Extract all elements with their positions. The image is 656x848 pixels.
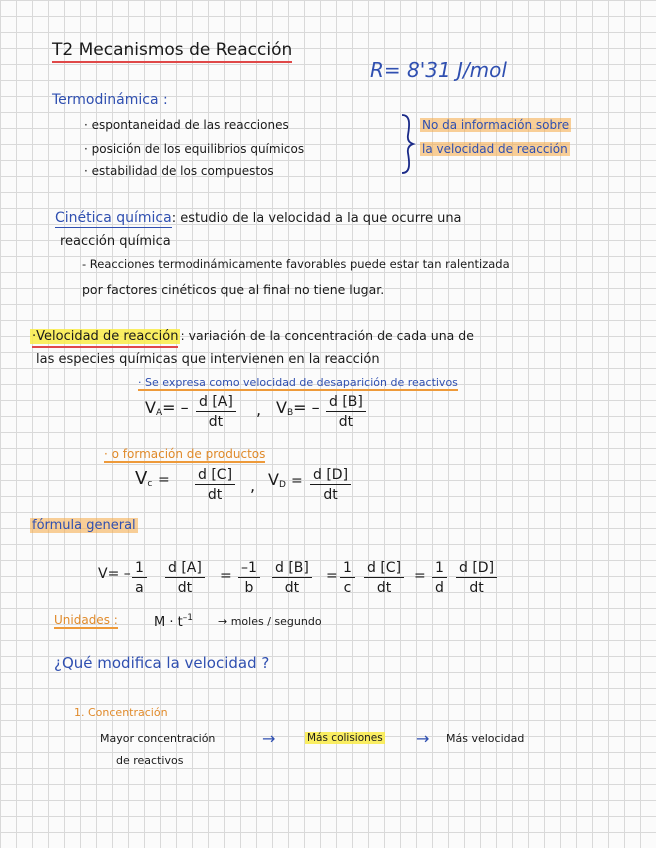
formula-eq-1: = xyxy=(220,568,232,584)
concentracion-middle: Más colisiones xyxy=(307,732,383,744)
formula-dC-den: dt xyxy=(376,580,392,596)
velocidad-definition-1: : variación de la concentración de cada una de xyxy=(180,328,474,343)
formula-v-eq: V= – xyxy=(98,566,131,582)
arrow-right-icon-2: → xyxy=(416,729,430,748)
formula-frac-b xyxy=(238,561,260,595)
termodinamica-item-2: · posición de los equilibrios químicos xyxy=(84,142,305,156)
va-label xyxy=(145,400,189,418)
vd-equals: = xyxy=(290,473,303,489)
vc-denominator: dt xyxy=(207,487,223,503)
formula-frac-d xyxy=(432,561,447,595)
question-heading: ¿Qué modifica la velocidad ? xyxy=(54,654,270,672)
formula-a-den: a xyxy=(135,580,144,596)
velocidad-heading-text: ·Velocidad de reacción xyxy=(32,329,178,348)
cinetica-bullet-1: - Reacciones termodinámicamente favorables puede estar tan ralentizada xyxy=(82,257,510,271)
unidades-value xyxy=(154,614,193,629)
vb-denominator: dt xyxy=(338,414,354,430)
velocidad-line1 xyxy=(30,330,474,343)
formula-dD-den: dt xyxy=(469,580,484,596)
cinetica-definition-1: : estudio de la velocidad a la que ocurre una xyxy=(171,211,462,226)
formula-frac-dD xyxy=(456,561,497,595)
termodinamica-heading: Termodinámica : xyxy=(52,92,168,108)
formula-frac-dB xyxy=(272,561,312,595)
vb-numerator: d [B] xyxy=(326,395,366,412)
va-numerator: d [A] xyxy=(196,395,236,412)
vd-fraction xyxy=(310,468,351,502)
page-title: T2 Mecanismos de Reacción xyxy=(52,42,292,63)
reactivos-label: · Se expresa como velocidad de desaparición de reactivos xyxy=(138,376,458,389)
vc-label xyxy=(135,470,170,489)
gas-constant: R= 8'31 J/mol xyxy=(370,58,507,82)
va-vb-separator: , xyxy=(256,400,262,419)
formula-eq-2: = xyxy=(326,568,338,584)
vc-equals: = xyxy=(158,472,170,488)
vb-label xyxy=(276,400,320,418)
formula-general-heading: fórmula general xyxy=(32,518,136,533)
note-highlight-2: la velocidad de reacción xyxy=(422,142,568,156)
vd-subscript: D xyxy=(278,480,286,490)
cinetica-heading: Cinética química xyxy=(55,210,172,226)
termodinamica-note-line1 xyxy=(420,119,571,131)
formula-d-den: d xyxy=(435,580,444,596)
formula-c-num: 1 xyxy=(340,561,355,578)
va-denominator: dt xyxy=(208,414,224,430)
vd-denominator: dt xyxy=(323,487,338,503)
termodinamica-item-3: · estabilidad de los compuestos xyxy=(84,164,274,178)
productos-label: · o formación de productos xyxy=(104,447,266,461)
cinetica-line1 xyxy=(55,211,462,225)
vc-numerator: d [C] xyxy=(195,468,235,485)
concentracion-cause-1: Mayor concentración xyxy=(100,732,216,745)
formula-eq-3: = xyxy=(414,568,426,584)
formula-dB-num: d [B] xyxy=(272,561,312,578)
formula-frac-a xyxy=(132,561,147,595)
concentracion-cause-2: de reactivos xyxy=(116,754,184,767)
concentracion-result: Más velocidad xyxy=(446,732,525,745)
formula-general-heading-wrap xyxy=(30,519,138,532)
concentracion-heading: 1. Concentración xyxy=(74,706,168,719)
va-equals: = – xyxy=(162,398,189,417)
cinetica-definition-2: reacción química xyxy=(60,234,171,249)
va-subscript: A xyxy=(155,408,163,418)
formula-c-den: c xyxy=(343,580,352,596)
unidades-exponent: –1 xyxy=(182,613,193,623)
vc-vd-separator: , xyxy=(250,476,256,495)
vb-fraction xyxy=(326,395,366,429)
formula-dA-num: d [A] xyxy=(165,561,205,578)
termodinamica-note-line2 xyxy=(420,143,570,155)
vc-subscript: c xyxy=(147,479,153,489)
cinetica-bullet-2: por factores cinéticos que al final no tiene lugar. xyxy=(82,282,385,297)
vb-equals: = – xyxy=(293,398,320,417)
formula-frac-dC xyxy=(364,561,404,595)
formula-dA-den: dt xyxy=(177,580,193,596)
formula-frac-dA xyxy=(165,561,205,595)
vb-symbol: V xyxy=(276,398,287,417)
vb-subscript: B xyxy=(286,408,294,418)
unidades-label: Unidades : xyxy=(54,613,118,627)
formula-dC-num: d [C] xyxy=(364,561,404,578)
note-highlight-1: No da información sobre xyxy=(422,118,570,132)
vd-symbol: V xyxy=(268,470,279,489)
formula-b-num: –1 xyxy=(238,561,260,578)
arrow-right-icon: → xyxy=(262,729,276,748)
formula-dD-num: d [D] xyxy=(456,561,497,578)
vc-fraction xyxy=(195,468,235,502)
formula-d-num: 1 xyxy=(432,561,447,578)
curly-brace-icon xyxy=(398,113,416,175)
va-fraction xyxy=(196,395,236,429)
formula-frac-c xyxy=(340,561,355,595)
velocidad-heading xyxy=(30,329,180,344)
velocidad-definition-2: las especies químicas que intervienen en la reacción xyxy=(36,352,380,367)
termodinamica-item-1: · espontaneidad de las reacciones xyxy=(84,118,289,132)
formula-a-num: 1 xyxy=(132,561,147,578)
vd-numerator: d [D] xyxy=(310,468,351,485)
concentracion-middle-wrap xyxy=(305,733,385,744)
unidades-result: → moles / segundo xyxy=(218,615,322,628)
unidades-base: M · t xyxy=(154,615,183,630)
vc-symbol: V xyxy=(135,468,148,489)
formula-dB-den: dt xyxy=(284,580,300,596)
formula-b-den: b xyxy=(244,580,254,596)
vd-label xyxy=(268,472,303,490)
va-symbol: V xyxy=(145,398,156,417)
